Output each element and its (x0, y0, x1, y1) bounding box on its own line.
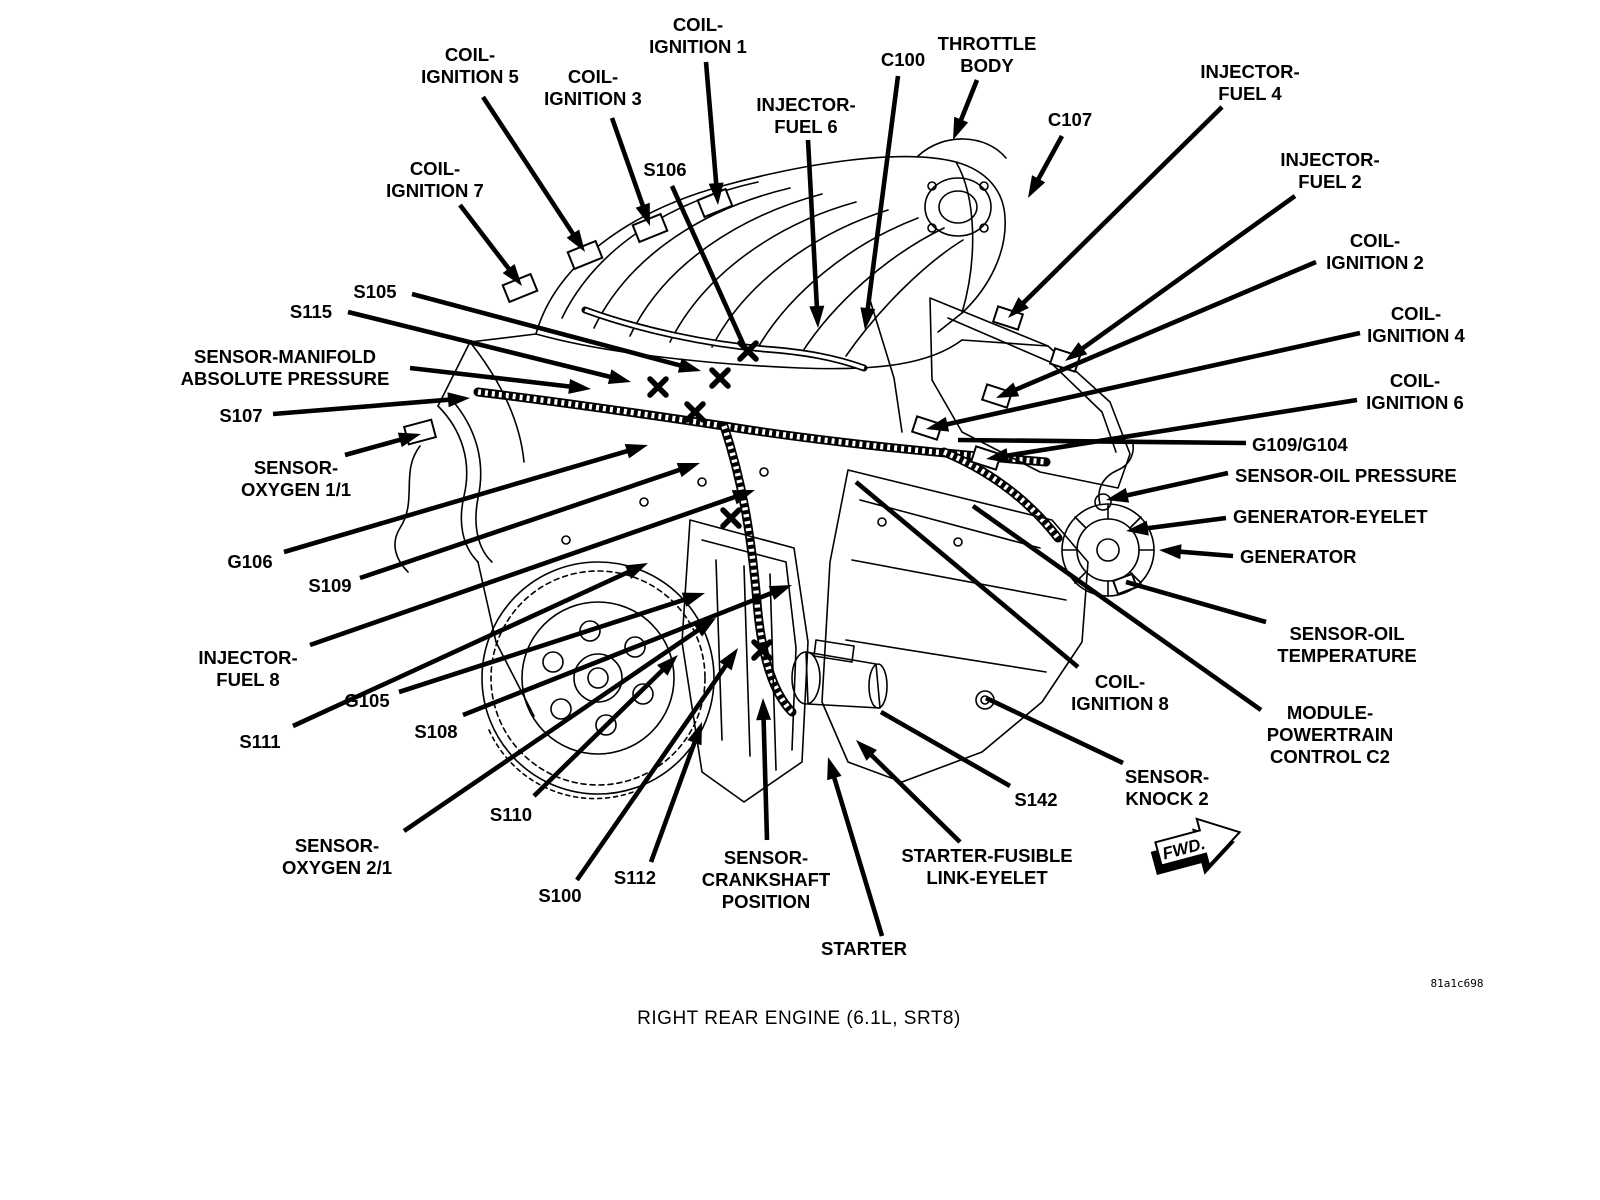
leader-s107 (273, 399, 458, 414)
label-c107: C107 (1047, 109, 1093, 130)
label-s100: S100 (538, 885, 582, 906)
label-s112: S112 (613, 867, 657, 888)
leader-sensor-crankshaft-position (763, 710, 767, 840)
leader-coil-ignition-8 (856, 482, 1078, 667)
leader-coil-ignition-4 (938, 333, 1360, 426)
arrowhead-starter (827, 757, 841, 780)
label-sensor-oxygen-2-1: SENSOR-OXYGEN 2/1 (281, 835, 393, 878)
leader-sensor-oil-pressure (1118, 473, 1228, 497)
label-coil-ignition-2: COIL-IGNITION 2 (1326, 230, 1424, 273)
label-injector-fuel-2: INJECTOR-FUEL 2 (1280, 149, 1380, 192)
arrowhead-s115 (608, 369, 631, 384)
label-s109: S109 (308, 575, 352, 596)
arrowhead-s107 (447, 392, 470, 407)
arrowhead-c107 (1028, 175, 1045, 198)
splice-x-mark (723, 510, 739, 526)
label-coil-ignition-4: COIL-IGNITION 4 (1367, 303, 1465, 346)
label-sensor-manifold-absolute-pressure: SENSOR-MANIFOLD ABSOLUTE PRESSURE (180, 346, 390, 389)
flexplate-art (482, 562, 714, 799)
label-sensor-crankshaft-position: SENSOR-CRANKSHAFT POSITION (701, 847, 831, 912)
leader-coil-ignition-7 (460, 205, 515, 276)
figure-title: RIGHT REAR ENGINE (6.1L, SRT8) (637, 1008, 961, 1029)
fwd-arrow-label: FWD. (1160, 833, 1208, 864)
starter-art (792, 640, 887, 708)
arrowhead-sensor-oil-pressure (1106, 488, 1129, 503)
label-coil-ignition-1: COIL-IGNITION 1 (649, 14, 747, 57)
arrowhead-g105 (682, 593, 705, 607)
splice-x-mark (650, 379, 666, 395)
label-sensor-oil-pressure: SENSOR-OIL PRESSURE (1235, 465, 1457, 486)
arrowhead-g106 (625, 444, 648, 458)
leader-coil-ignition-5 (483, 97, 578, 242)
leader-coil-ignition-1 (706, 62, 717, 193)
leader-coil-ignition-2 (1007, 262, 1316, 393)
arrowhead-sensor-crankshaft-position (756, 698, 771, 720)
coil-connector (503, 274, 538, 302)
label-g105: G105 (344, 690, 390, 711)
splice-marks (650, 343, 770, 658)
leader-starter-fusible-link-eyelet (865, 748, 960, 842)
coil-connector (633, 214, 668, 242)
leader-coil-ignition-3 (612, 118, 646, 215)
label-injector-fuel-6: INJECTOR-FUEL 6 (756, 94, 856, 137)
leader-injector-fuel-8 (310, 494, 744, 645)
label-coil-ignition-5: COIL-IGNITION 5 (421, 44, 519, 87)
leader-starter (831, 768, 882, 936)
throttle-body-art (918, 139, 1006, 236)
label-generator-eyelet: GENERATOR-EYELET (1233, 506, 1428, 527)
label-g106: G106 (227, 551, 273, 572)
leader-injector-fuel-6 (808, 140, 817, 316)
label-injector-fuel-4: INJECTOR-FUEL 4 (1200, 61, 1300, 104)
coil-connector (568, 241, 603, 269)
label-s106: S106 (643, 159, 687, 180)
arrowhead-generator (1159, 544, 1182, 559)
leader-c100 (867, 76, 898, 318)
label-coil-ignition-6: COIL-IGNITION 6 (1366, 370, 1464, 413)
label-starter-fusible-link-eyelet: STARTER-FUSIBLE LINK-EYELET (901, 845, 1073, 888)
label-s108: S108 (414, 721, 458, 742)
label-s115: S115 (289, 301, 333, 322)
label-s110: S110 (489, 804, 533, 825)
figure-code: 81a1c698 (1430, 977, 1484, 990)
leader-sensor-oil-temperature (1126, 582, 1266, 622)
label-g109-g104: G109/G104 (1252, 434, 1348, 455)
generator-art (1062, 440, 1154, 596)
splice-x-mark (712, 370, 728, 386)
label-c100: C100 (880, 49, 926, 70)
arrowhead-throttle-body (953, 117, 968, 140)
label-throttle-body: THROTTLE BODY (937, 33, 1037, 76)
leader-sensor-manifold-absolute-pressure (410, 368, 579, 388)
arrowhead-s109 (677, 463, 700, 477)
leader-generator-eyelet (1138, 518, 1226, 529)
label-injector-fuel-8: INJECTOR-FUEL 8 (198, 647, 298, 690)
label-coil-ignition-7: COIL-IGNITION 7 (386, 158, 484, 201)
fwd-direction-arrow (1146, 809, 1248, 887)
label-sensor-oil-temperature: SENSOR-OIL TEMPERATURE (1277, 623, 1417, 666)
leader-injector-fuel-4 (1017, 107, 1222, 310)
engine-illustration (395, 139, 1154, 802)
label-coil-ignition-8: COIL-IGNITION 8 (1071, 671, 1169, 714)
label-starter: STARTER (821, 938, 907, 959)
label-sensor-oxygen-1-1: SENSOR-OXYGEN 1/1 (240, 457, 352, 500)
leader-s142 (881, 712, 1010, 786)
label-s111: S111 (239, 731, 281, 752)
label-module-powertrain-control-c2: MODULE-POWERTRAIN CONTROL C2 (1266, 702, 1394, 767)
leader-sensor-oxygen-1-1 (345, 437, 409, 455)
label-generator: GENERATOR (1240, 546, 1357, 567)
label-coil-ignition-3: COIL-IGNITION 3 (544, 66, 642, 109)
arrowhead-sensor-manifold-absolute-pressure (568, 379, 591, 394)
label-sensor-knock-2: SENSOR-KNOCK 2 (1124, 766, 1210, 809)
label-s107: S107 (219, 405, 263, 426)
leader-g109-g104 (958, 440, 1246, 443)
callout-labels (181, 14, 1466, 959)
leader-s100 (577, 658, 731, 880)
label-s142: S142 (1014, 789, 1058, 810)
arrowhead-s108 (769, 585, 792, 600)
label-s105: S105 (353, 281, 397, 302)
